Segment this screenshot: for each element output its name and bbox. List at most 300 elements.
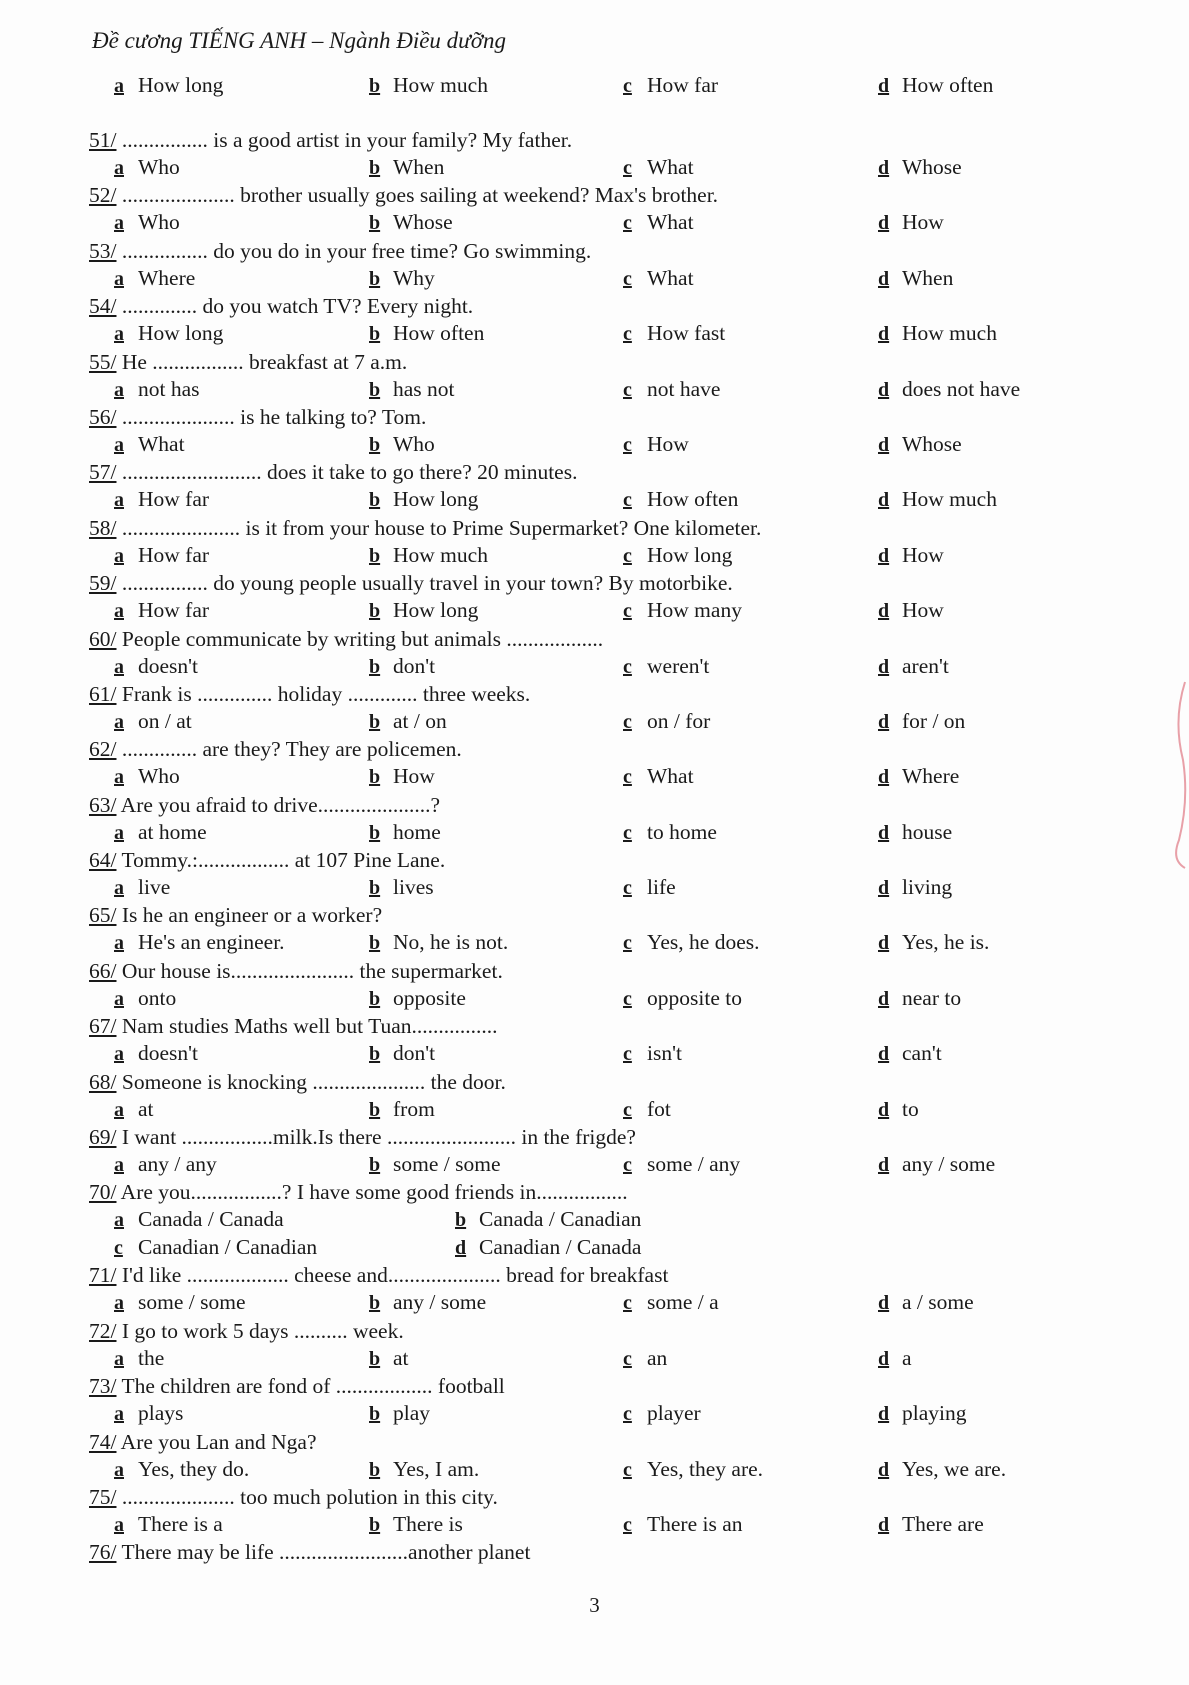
option-a <box>114 154 180 182</box>
option-letter: a <box>114 655 124 678</box>
option-c <box>623 653 709 681</box>
question-item <box>0 847 1189 902</box>
option-letter: a <box>114 1209 124 1232</box>
option-letter: a <box>114 1458 124 1481</box>
option-d <box>878 653 949 681</box>
question-item <box>0 127 1189 182</box>
option-b <box>369 376 455 404</box>
option-letter: d <box>878 710 890 733</box>
options-row <box>0 1456 1189 1484</box>
option-c <box>623 1151 740 1179</box>
option-a <box>114 376 200 404</box>
option-b <box>369 708 447 736</box>
option-b <box>369 985 466 1013</box>
option-c <box>623 1289 719 1317</box>
option-text: What <box>138 431 185 456</box>
option-letter: b <box>369 267 381 290</box>
question-number: 71/ <box>89 1263 117 1288</box>
options-row <box>0 376 1189 404</box>
option-text: playing <box>902 1401 967 1426</box>
option-letter: d <box>878 323 890 346</box>
option-b <box>369 929 508 957</box>
question-item <box>0 182 1189 237</box>
option-text: How long <box>138 321 224 346</box>
option-c <box>623 431 689 459</box>
option-d <box>878 376 1020 404</box>
options-row <box>0 763 1189 791</box>
options-row <box>0 209 1189 237</box>
question-number: 59/ <box>89 571 117 596</box>
question-number: 66/ <box>89 958 117 983</box>
option-letter: b <box>369 544 381 567</box>
option-letter: c <box>623 1458 632 1481</box>
question-text <box>89 1539 530 1566</box>
question-item <box>0 1124 1189 1179</box>
question-text <box>89 736 462 763</box>
option-text: opposite to <box>647 985 742 1010</box>
option-letter: a <box>114 1347 124 1370</box>
question-body: He ................. breakfast at 7 a.m. <box>116 349 408 374</box>
option-b <box>369 819 441 847</box>
option-letter: c <box>623 1154 632 1177</box>
option-letter: a <box>114 267 124 290</box>
option-a <box>114 653 198 681</box>
option-text: There is <box>393 1511 463 1536</box>
option-letter: d <box>878 1513 890 1536</box>
options-row <box>0 1345 1189 1373</box>
option-text: at / on <box>393 708 447 733</box>
option-a <box>114 486 209 514</box>
option-b <box>369 1456 479 1484</box>
question-number: 56/ <box>89 404 117 429</box>
option-text: How long <box>393 487 479 512</box>
option-text: He's an engineer. <box>138 930 285 955</box>
question-body: ..................... brother usually goes sailing at weekend? Max's brother. <box>116 183 719 208</box>
option-letter: c <box>114 1237 123 1260</box>
options-row <box>0 708 1189 736</box>
option-letter: c <box>623 1347 632 1370</box>
option-letter: d <box>878 378 890 401</box>
question-body: Are you.................? I have some good friends in................. <box>116 1180 628 1205</box>
option-letter: a <box>114 877 124 900</box>
options-row <box>0 320 1189 348</box>
option-text: No, he is not. <box>393 930 509 955</box>
option-a <box>114 1040 198 1068</box>
option-letter: b <box>369 1098 381 1121</box>
option-a <box>114 929 285 957</box>
option-letter: a <box>114 1403 124 1426</box>
option-c: c How far <box>623 73 719 97</box>
option-text: player <box>647 1401 701 1426</box>
option-c <box>623 154 694 182</box>
question-item <box>0 1484 1189 1539</box>
option-letter: c <box>623 1403 632 1426</box>
option-text: How far <box>138 487 210 512</box>
option-text: any / some <box>393 1290 487 1315</box>
option-letter: c <box>623 987 632 1010</box>
option-d <box>878 819 952 847</box>
option-text: near to <box>902 985 962 1010</box>
option-letter: b <box>369 378 381 401</box>
option-text: What <box>647 764 694 789</box>
option-text: Where <box>902 764 960 789</box>
option-text: on / for <box>647 708 711 733</box>
option-letter: a <box>114 1292 124 1315</box>
question-body: I want .................milk.Is there ........................ in the frigde? <box>116 1125 636 1150</box>
option-b <box>369 542 488 570</box>
option-text: doesn't <box>138 1041 199 1066</box>
option-text: some / some <box>393 1152 501 1177</box>
option-letter: a <box>114 1098 124 1121</box>
option-b <box>455 1206 641 1234</box>
question-body: Nam studies Maths well but Tuan................ <box>116 1014 498 1039</box>
option-letter: b <box>369 1154 381 1177</box>
option-b <box>369 653 435 681</box>
option-d <box>878 1400 967 1428</box>
options-row <box>0 1289 1189 1317</box>
option-text: Who <box>138 155 180 179</box>
question-number: 52/ <box>89 183 117 208</box>
option-text: How far <box>138 598 210 623</box>
option-b <box>369 763 435 791</box>
option-c <box>623 486 738 514</box>
question-number: 58/ <box>89 515 117 540</box>
option-text: at home <box>138 819 207 844</box>
option-letter: b <box>369 1043 381 1066</box>
option-c <box>623 265 694 293</box>
option-text: on / at <box>138 708 192 733</box>
question-text <box>89 293 473 320</box>
question-text <box>89 515 761 542</box>
option-text: weren't <box>647 653 710 678</box>
question-text <box>89 570 733 597</box>
question-item <box>0 681 1189 736</box>
question-item <box>0 238 1189 293</box>
question-number: 74/ <box>89 1429 117 1454</box>
option-b <box>369 874 434 902</box>
option-text: Whose <box>902 431 962 456</box>
option-letter: a <box>114 433 124 456</box>
option-text: How often <box>393 321 485 346</box>
options-row <box>0 1206 1189 1234</box>
option-text: How much <box>902 321 997 346</box>
question-text <box>89 792 440 819</box>
question-item <box>0 1013 1189 1068</box>
options-row <box>0 1234 1189 1262</box>
question-list <box>0 127 1189 1595</box>
option-text: Whose <box>393 210 453 235</box>
option-c <box>114 1234 317 1262</box>
option-text: any / some <box>902 1152 996 1177</box>
option-a <box>114 1511 223 1539</box>
option-text: There is an <box>647 1511 743 1536</box>
option-text: Yes, they are. <box>647 1456 764 1481</box>
question-text <box>89 1124 636 1151</box>
option-text: How many <box>647 598 742 623</box>
option-text: plays <box>138 1401 184 1426</box>
question-text <box>89 1179 628 1206</box>
option-letter: a <box>114 212 124 235</box>
option-letter: c <box>623 378 632 401</box>
question-body: ...................... is it from your house to Prime Supermarket? One kilometer. <box>116 515 762 540</box>
option-d <box>878 209 944 237</box>
option-c <box>623 1511 743 1539</box>
option-d <box>878 1345 912 1373</box>
question-body: ................ do young people usually travel in your town? By motorbike. <box>116 571 733 596</box>
option-text: a <box>902 1345 912 1370</box>
option-text: How <box>393 764 435 789</box>
question-body: ..................... is he talking to? Tom. <box>116 404 427 429</box>
option-letter: d <box>878 932 890 955</box>
option-a <box>114 209 180 237</box>
option-letter: a <box>114 766 124 789</box>
option-letter: d <box>878 821 890 844</box>
question-body: Are you afraid to drive.....................? <box>116 792 441 817</box>
question-text <box>89 626 603 653</box>
option-d <box>878 1511 984 1539</box>
option-letter: c <box>623 433 632 456</box>
option-text: Who <box>138 764 180 789</box>
option-letter: b <box>369 157 381 179</box>
option-a <box>114 1345 164 1373</box>
question-number: 67/ <box>89 1014 117 1039</box>
option-b <box>369 154 444 182</box>
option-text: at <box>138 1096 154 1121</box>
option-a <box>114 1456 249 1484</box>
question-item <box>0 1069 1189 1124</box>
option-text: home <box>393 819 441 844</box>
option-letter: b <box>369 489 381 512</box>
question-number: 70/ <box>89 1180 117 1205</box>
option-letter: a <box>114 1154 124 1177</box>
option-letter: a <box>114 489 124 512</box>
option-text: Canadian / Canadian <box>138 1235 318 1260</box>
question-body: .............. do you watch TV? Every night. <box>116 294 474 319</box>
option-text: What <box>647 265 694 290</box>
question-item <box>0 626 1189 681</box>
question-item <box>0 459 1189 514</box>
options-row <box>0 597 1189 625</box>
option-text: Whose <box>902 155 962 179</box>
option-b <box>369 209 453 237</box>
option-letter: b <box>455 1209 467 1232</box>
option-text: living <box>902 875 953 900</box>
option-letter: b <box>369 932 381 955</box>
option-letter: d <box>878 1043 890 1066</box>
question-body: The children are fond of .................. football <box>116 1374 505 1399</box>
option-letter: b <box>369 1513 381 1536</box>
question-number: 53/ <box>89 238 117 263</box>
option-a <box>114 542 209 570</box>
option-text: some / any <box>647 1152 741 1177</box>
option-c <box>623 708 710 736</box>
option-d <box>878 431 962 459</box>
question-item <box>0 515 1189 570</box>
question-text <box>89 1429 316 1456</box>
question-item <box>0 958 1189 1013</box>
option-a <box>114 597 209 625</box>
question-number: 57/ <box>89 460 117 485</box>
option-letter: d <box>878 1458 890 1481</box>
option-letter: a <box>114 157 124 179</box>
option-text: has not <box>393 376 455 401</box>
options-row <box>0 1040 1189 1068</box>
option-a <box>114 1289 246 1317</box>
option-letter: a <box>114 1043 124 1066</box>
question-body: People communicate by writing but animals .................. <box>116 626 604 651</box>
option-text: some / a <box>647 1290 719 1315</box>
option-letter: d <box>878 600 890 623</box>
option-c <box>623 874 676 902</box>
option-text: How <box>902 598 944 623</box>
question-item <box>0 902 1189 957</box>
option-text: play <box>393 1401 431 1426</box>
option-letter: d <box>878 766 890 789</box>
question-number: 73/ <box>89 1374 117 1399</box>
question-body: ..................... too much polution in this city. <box>116 1484 498 1509</box>
option-text: any / any <box>138 1152 217 1177</box>
option-b <box>369 1151 501 1179</box>
option-letter: c <box>623 766 632 789</box>
option-text: How <box>902 542 944 567</box>
question-number: 75/ <box>89 1484 117 1509</box>
option-a <box>114 1096 154 1124</box>
option-d <box>878 1040 942 1068</box>
question-text <box>89 1013 498 1040</box>
question-body: Our house is....................... the supermarket. <box>116 958 503 983</box>
option-text: lives <box>393 875 434 900</box>
option-letter: c <box>623 710 632 733</box>
option-text: What <box>647 210 694 235</box>
option-letter: a <box>114 378 124 401</box>
option-d <box>878 320 997 348</box>
option-text: at <box>393 1345 409 1370</box>
option-letter: c <box>623 600 632 623</box>
option-text: How long <box>393 598 479 623</box>
question-body: .......................... does it take to go there? 20 minutes. <box>116 460 578 485</box>
option-d <box>878 1151 995 1179</box>
question-number: 76/ <box>89 1540 117 1565</box>
option-text: Yes, they do. <box>138 1456 250 1481</box>
option-letter: c <box>623 932 632 955</box>
question-item <box>0 570 1189 625</box>
option-letter: b <box>369 821 381 844</box>
question-text <box>89 1262 668 1289</box>
option-letter: b <box>369 1347 381 1370</box>
question-body: Is he an engineer or a worker? <box>116 903 383 928</box>
option-c <box>623 376 720 404</box>
question-number: 64/ <box>89 848 117 873</box>
options-row <box>0 985 1189 1013</box>
question-item <box>0 349 1189 404</box>
option-text: Yes, he is. <box>902 930 990 955</box>
option-b <box>369 1345 409 1373</box>
option-d <box>878 1456 1006 1484</box>
option-letter: a <box>114 710 124 733</box>
option-text: Yes, I am. <box>393 1456 480 1481</box>
question-text <box>89 847 445 874</box>
option-text: doesn't <box>138 653 199 678</box>
question-text <box>89 1484 498 1511</box>
question-item <box>0 404 1189 459</box>
option-b: b How much <box>369 73 488 97</box>
option-letter: b <box>369 433 381 456</box>
option-c <box>623 1096 671 1124</box>
option-text: not has <box>138 376 200 401</box>
option-text: not have <box>647 376 721 401</box>
option-letter: d <box>878 1292 890 1315</box>
question-number: 72/ <box>89 1318 117 1343</box>
option-letter: b <box>369 1458 381 1481</box>
option-d <box>878 874 952 902</box>
question-number: 62/ <box>89 737 117 762</box>
option-letter: c <box>623 323 632 346</box>
question-number: 51/ <box>89 128 117 152</box>
option-c <box>623 929 760 957</box>
question-number: 61/ <box>89 681 117 706</box>
option-b <box>369 486 478 514</box>
question-text <box>89 902 382 929</box>
page-header: Đề cương TIẾNG ANH – Ngành Điều dưỡng <box>92 28 506 53</box>
question-item <box>0 1318 1189 1373</box>
option-letter: d <box>455 1237 467 1260</box>
option-c <box>623 320 725 348</box>
question-text <box>89 182 718 209</box>
option-text: What <box>647 155 694 179</box>
question-text <box>89 127 572 154</box>
question-number: 55/ <box>89 349 117 374</box>
option-text: for / on <box>902 708 966 733</box>
options-row <box>0 486 1189 514</box>
options-row <box>0 542 1189 570</box>
question-body: Are you Lan and Nga? <box>116 1429 317 1454</box>
option-letter: d <box>878 489 890 512</box>
option-a <box>114 320 223 348</box>
option-d <box>878 1289 974 1317</box>
option-text: fot <box>647 1096 671 1121</box>
option-letter: c <box>623 1098 632 1121</box>
option-text: How long <box>647 542 733 567</box>
option-letter: d <box>878 1347 890 1370</box>
option-a <box>114 1400 183 1428</box>
option-text: When <box>393 155 445 179</box>
option-a <box>114 265 195 293</box>
question-body: Someone is knocking ..................... the door. <box>116 1069 506 1094</box>
option-letter: c <box>623 877 632 900</box>
option-c <box>623 763 694 791</box>
option-text: Who <box>393 431 435 456</box>
option-text: some / some <box>138 1290 246 1315</box>
option-a <box>114 819 207 847</box>
question-body: I'd like ................... cheese and..................... bread for breakfast <box>116 1263 669 1288</box>
option-text: from <box>393 1096 435 1121</box>
option-text: to <box>902 1096 919 1121</box>
option-letter: d <box>878 544 890 567</box>
question-item <box>0 1429 1189 1484</box>
option-b <box>369 265 435 293</box>
option-letter: b <box>369 655 381 678</box>
red-stamp-fragment <box>1163 680 1189 870</box>
option-text: How often <box>647 487 739 512</box>
option-text: Yes, we are. <box>902 1456 1007 1481</box>
option-letter: a <box>114 544 124 567</box>
options-row <box>0 431 1189 459</box>
option-letter: c <box>623 655 632 678</box>
option-letter: a <box>114 323 124 346</box>
option-c <box>623 1400 701 1428</box>
options-row <box>0 874 1189 902</box>
option-letter: c <box>623 267 632 290</box>
